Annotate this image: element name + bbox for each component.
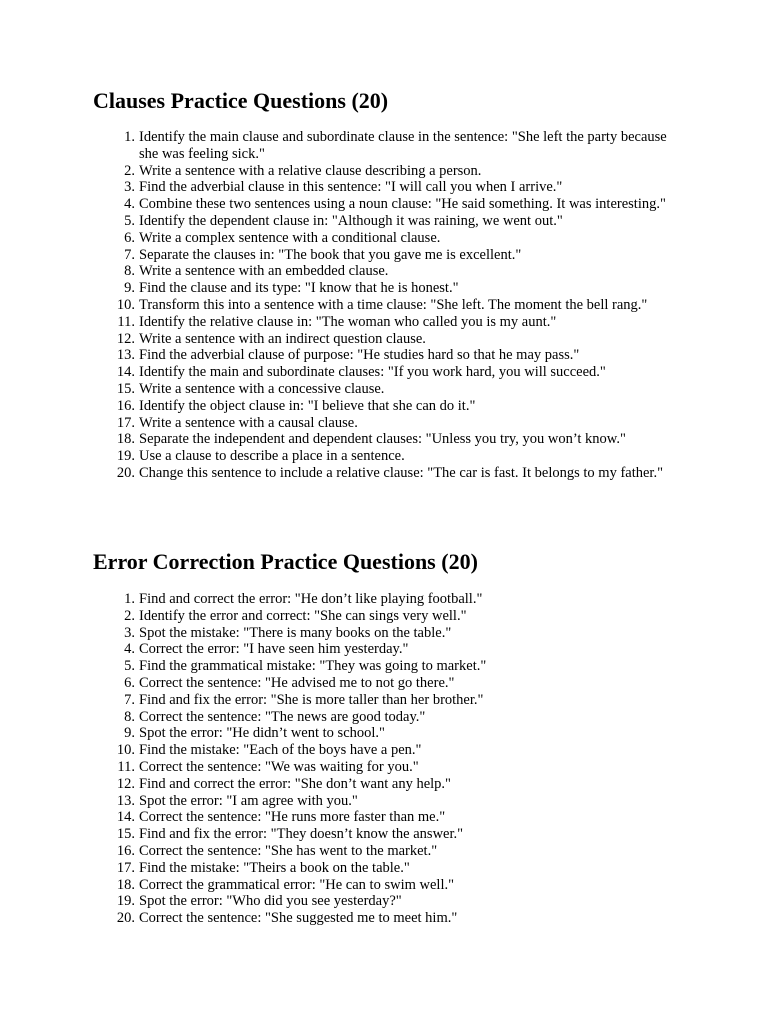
question-text: Correct the error: "I have seen him yesterday.": [139, 641, 409, 658]
question-number: 4.: [124, 641, 135, 658]
question-number: 7.: [124, 691, 135, 708]
question-item: [0, 591, 768, 608]
question-text: Identify the dependent clause in: "Although it was raining, we went out.": [139, 212, 563, 229]
question-text: Write a sentence with an embedded clause.: [139, 263, 389, 280]
question-text: Correct the sentence: "He runs more faster than me.": [139, 809, 446, 826]
question-item: [0, 381, 768, 398]
question-number: 1.: [124, 129, 135, 145]
question-number: 5.: [124, 658, 135, 675]
question-item: [0, 793, 768, 810]
question-number: 13.: [116, 347, 135, 364]
question-number: 12.: [116, 775, 135, 792]
question-text: Identify the object clause in: "I believe that she can do it.": [139, 397, 476, 414]
question-item: [0, 860, 768, 877]
question-number: 12.: [116, 330, 135, 347]
question-text: Find the grammatical mistake: "They was going to market.": [139, 658, 487, 675]
question-text: Write a sentence with a concessive clause.: [139, 380, 385, 397]
question-text: Identify the relative clause in: "The woman who called you is my aunt.": [139, 313, 557, 330]
question-item: [0, 448, 768, 465]
question-item: [0, 398, 768, 415]
question-text: Find and correct the error: "She don’t want any help.": [139, 775, 451, 792]
question-text: Find and fix the error: "She is more taller than her brother.": [139, 691, 484, 708]
question-text: Spot the error: "Who did you see yesterday?": [139, 893, 402, 910]
question-text: Use a clause to describe a place in a sentence.: [139, 448, 405, 465]
question-item: [0, 280, 768, 297]
question-number: 15.: [116, 380, 135, 397]
question-text: Spot the mistake: "There is many books on the table.": [139, 624, 452, 641]
question-item: [0, 658, 768, 675]
question-number: 14.: [116, 809, 135, 826]
question-item: [0, 297, 768, 314]
question-number: 20.: [116, 464, 135, 481]
question-number: 13.: [116, 792, 135, 809]
question-item: [0, 759, 768, 776]
question-number: 16.: [116, 397, 135, 414]
question-text: Correct the sentence: "He advised me to not go there.": [139, 674, 455, 691]
question-text: Correct the sentence: "She has went to the market.": [139, 842, 438, 859]
question-item: [0, 725, 768, 742]
question-item: [0, 179, 768, 196]
question-item: [0, 877, 768, 894]
question-number: 20.: [116, 910, 135, 927]
question-number: 10.: [116, 296, 135, 313]
question-text: Find the mistake: "Theirs a book on the table.": [139, 859, 410, 876]
question-text: Spot the error: "He didn’t went to school.": [139, 725, 385, 742]
question-text: Write a sentence with a relative clause describing a person.: [139, 162, 482, 179]
error-correction-question-list: [0, 591, 768, 927]
question-item: [0, 465, 768, 482]
question-text: Find the mistake: "Each of the boys have a pen.": [139, 742, 422, 759]
question-text: Separate the clauses in: "The book that you gave me is excellent.": [139, 246, 522, 263]
question-number: 11.: [117, 313, 135, 330]
question-number: 6.: [124, 674, 135, 691]
question-item: [0, 641, 768, 658]
question-item: [0, 263, 768, 280]
question-item: [0, 910, 768, 927]
question-text: Find the clause and its type: "I know that he is honest.": [139, 280, 459, 297]
question-text: Find the adverbial clause of purpose: "He studies hard so that he may pass.": [139, 347, 580, 364]
question-item: [0, 230, 768, 247]
question-text: Transform this into a sentence with a time clause: "She left. The moment the bell rang.": [139, 296, 648, 313]
question-item: [0, 826, 768, 843]
question-number: 17.: [116, 414, 135, 431]
question-text: Write a complex sentence with a conditional clause.: [139, 229, 441, 246]
question-text: Correct the grammatical error: "He can to swim well.": [139, 876, 455, 893]
question-item: [0, 331, 768, 348]
question-item: [0, 431, 768, 448]
question-number: 2.: [124, 607, 135, 624]
question-number: 16.: [116, 842, 135, 859]
clauses-question-list: [0, 129, 768, 482]
question-text: Find the adverbial clause in this sentence: "I will call you when I arrive.": [139, 179, 563, 196]
question-number: 19.: [116, 448, 135, 465]
error-correction-section-title: Error Correction Practice Questions (20): [93, 549, 478, 574]
question-text: Identify the main clause and subordinate clause in the sentence: "She left the party because she was feeling sick.": [139, 129, 667, 162]
question-item: [0, 347, 768, 364]
question-number: 9.: [124, 725, 135, 742]
question-text: Correct the sentence: "The news are good today.": [139, 708, 426, 725]
question-number: 14.: [116, 364, 135, 381]
question-number: 17.: [116, 859, 135, 876]
question-number: 7.: [124, 246, 135, 263]
question-text: Correct the sentence: "She suggested me to meet him.": [139, 910, 458, 927]
question-item: [0, 196, 768, 213]
question-number: 4.: [124, 196, 135, 213]
question-number: 5.: [124, 212, 135, 229]
question-number: 3.: [124, 179, 135, 196]
question-item: [0, 247, 768, 264]
question-text: Find and correct the error: "He don’t like playing football.": [139, 591, 483, 607]
question-number: 10.: [116, 742, 135, 759]
question-item: [0, 213, 768, 230]
question-text: Correct the sentence: "We was waiting for you.": [139, 758, 419, 775]
question-item: [0, 129, 768, 163]
question-item: [0, 163, 768, 180]
question-item: [0, 692, 768, 709]
question-item: [0, 893, 768, 910]
question-text: Identify the error and correct: "She can sings very well.": [139, 607, 467, 624]
question-item: [0, 709, 768, 726]
question-item: [0, 843, 768, 860]
question-text: Combine these two sentences using a noun clause: "He said something. It was interesting.": [139, 196, 666, 213]
question-number: 18.: [116, 876, 135, 893]
question-number: 15.: [116, 826, 135, 843]
clauses-section-title: Clauses Practice Questions (20): [93, 88, 389, 113]
question-text: Separate the independent and dependent clauses: "Unless you try, you won’t know.": [139, 431, 626, 448]
question-item: [0, 776, 768, 793]
question-number: 2.: [124, 162, 135, 179]
question-item: [0, 364, 768, 381]
question-number: 1.: [124, 591, 135, 607]
question-item: [0, 608, 768, 625]
question-text: Find and fix the error: "They doesn’t know the answer.": [139, 826, 464, 843]
question-number: 3.: [124, 624, 135, 641]
question-number: 8.: [124, 263, 135, 280]
question-number: 8.: [124, 708, 135, 725]
question-text: Spot the error: "I am agree with you.": [139, 792, 358, 809]
question-item: [0, 314, 768, 331]
question-text: Write a sentence with an indirect question clause.: [139, 330, 426, 347]
question-item: [0, 742, 768, 759]
question-text: Identify the main and subordinate clauses: "If you work hard, you will succeed.": [139, 364, 606, 381]
question-text: Change this sentence to include a relative clause: "The car is fast. It belongs to my father.": [139, 464, 663, 481]
question-number: 9.: [124, 280, 135, 297]
question-text: Write a sentence with a causal clause.: [139, 414, 358, 431]
question-item: [0, 675, 768, 692]
question-number: 6.: [124, 229, 135, 246]
question-number: 19.: [116, 893, 135, 910]
question-item: [0, 415, 768, 432]
question-number: 18.: [116, 431, 135, 448]
question-item: [0, 809, 768, 826]
question-number: 11.: [117, 758, 135, 775]
question-item: [0, 625, 768, 642]
